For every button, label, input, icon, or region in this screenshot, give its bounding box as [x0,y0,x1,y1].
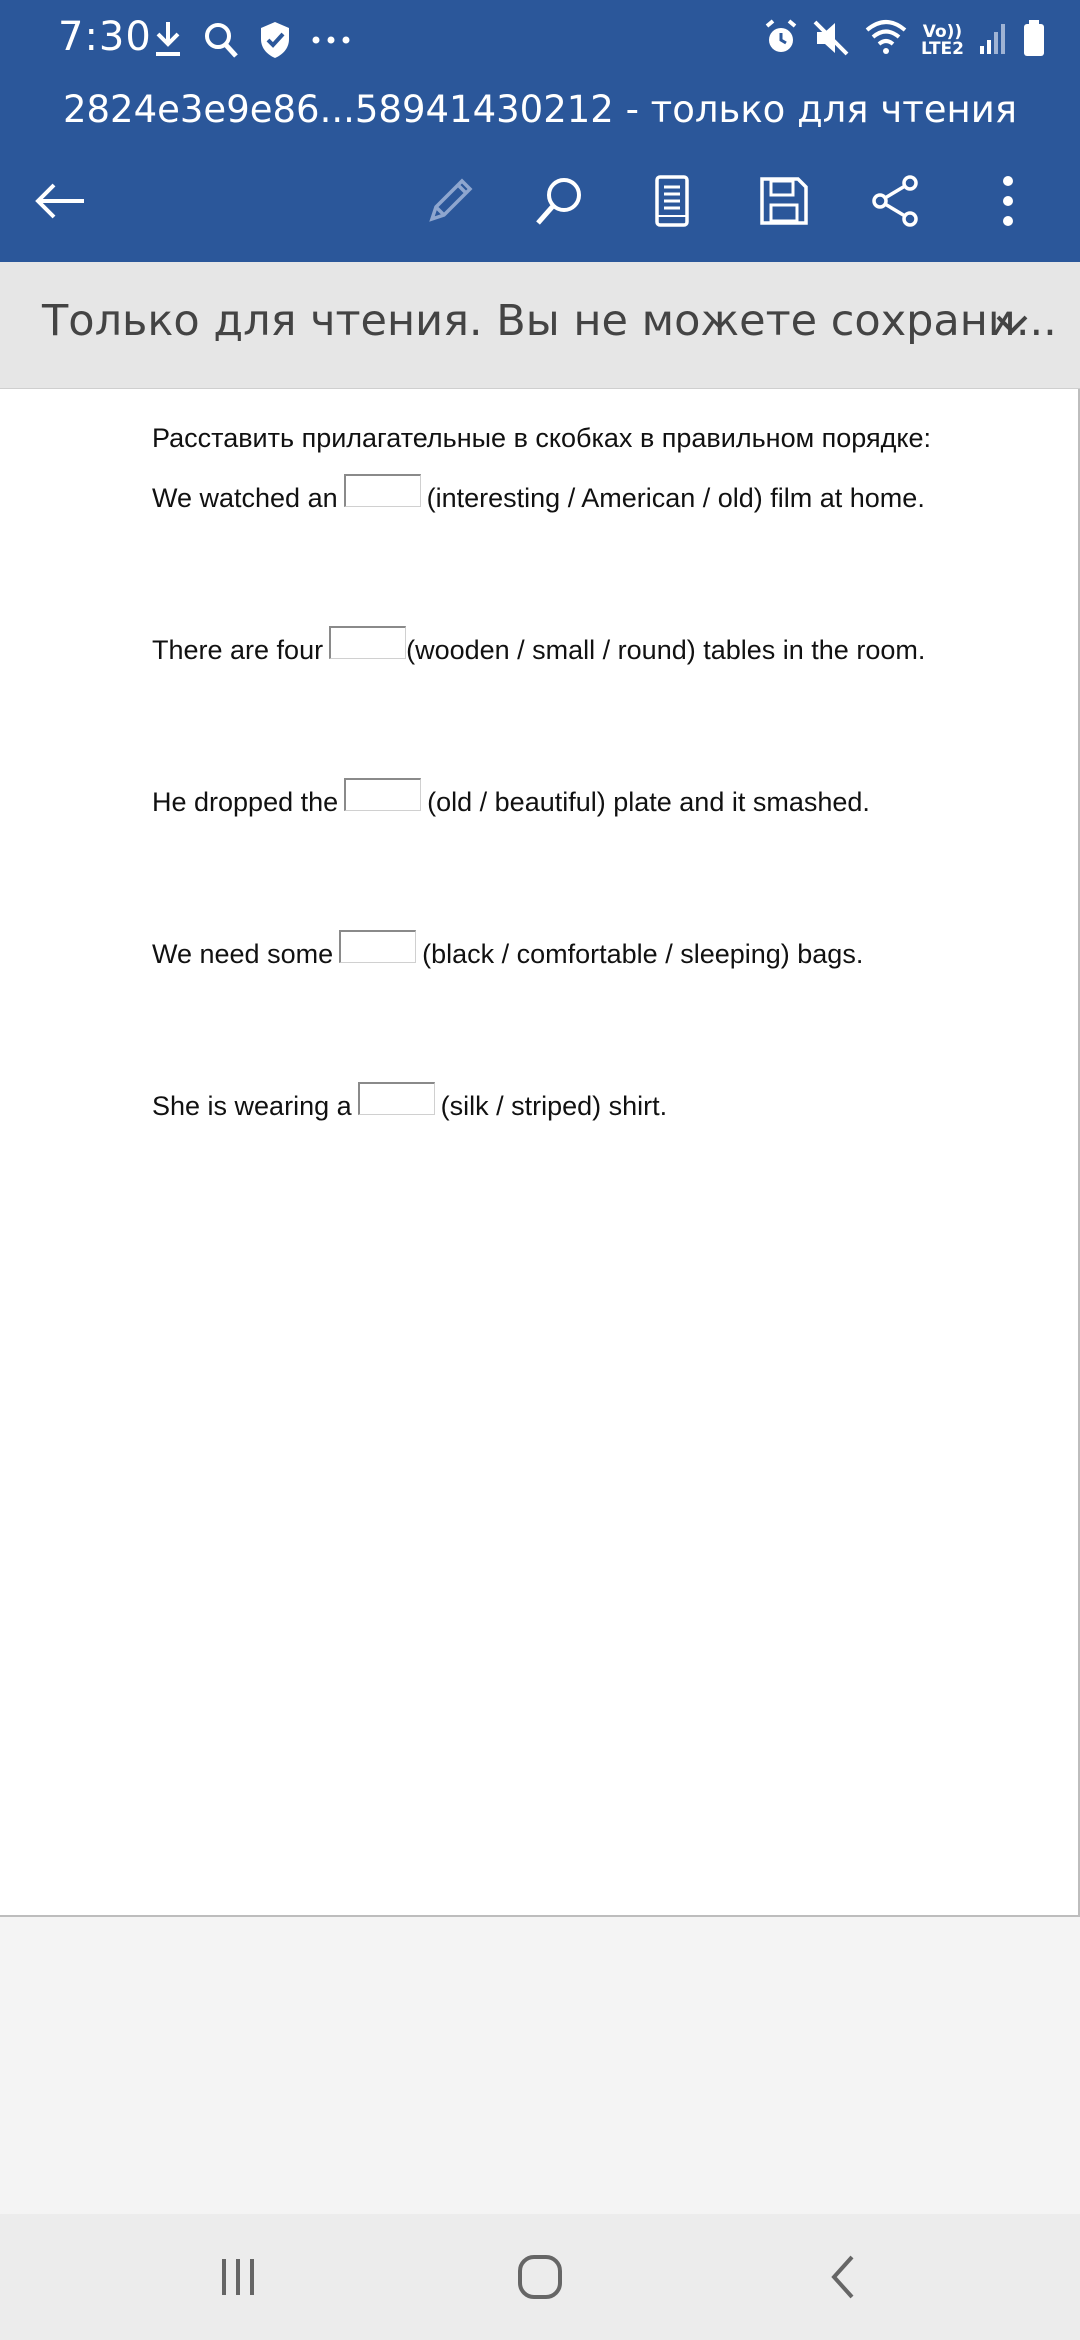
network-type-label [920,21,964,59]
sentence-end: (black / comfortable / sleeping) bags. [422,939,864,969]
shield-icon [258,20,292,65]
readonly-banner-text: Только для чтения. Вы не можете сохрани... [42,296,1057,346]
search-icon [532,173,588,229]
sentence-end: (wooden / small / round) tables in the room. [406,635,926,665]
document-title: 2824e3e9e86...58941430212 - только для чтения [62,88,1018,131]
home-icon [516,2253,564,2301]
app-bar [0,0,1080,262]
system-back-icon [826,2253,858,2301]
sentence-start: She is wearing a [152,1091,352,1121]
network-lte-label: LTE2 [920,38,964,59]
status-left-icons [152,20,352,65]
expand-banner-button[interactable] [982,294,1042,354]
battery-icon [1022,18,1046,63]
sentence-start: We need some [152,939,334,969]
exercise-sentence [152,630,931,670]
more-notifications-icon [310,20,352,65]
recent-apps-button[interactable] [198,2242,278,2312]
pencil-icon [422,173,478,229]
search-status-icon [202,20,240,65]
answer-blank[interactable] [344,778,421,811]
document-page [0,389,1080,1917]
wifi-icon [865,18,907,63]
save-button[interactable] [748,165,820,237]
readonly-banner[interactable] [0,262,1080,390]
more-icon [998,173,1018,229]
edit-button[interactable] [414,165,486,237]
mute-icon [813,18,851,63]
sentence-start: He dropped the [152,787,339,817]
home-button[interactable] [500,2242,580,2312]
back-arrow-icon [32,181,88,221]
answer-blank[interactable] [329,626,406,659]
answer-blank[interactable] [339,930,416,963]
system-nav-bar [0,2214,1080,2340]
answer-blank[interactable] [344,474,421,507]
chevron-down-icon [994,312,1030,336]
answer-blank[interactable] [358,1082,435,1115]
sentence-start: There are four [152,635,324,665]
share-icon [868,173,924,229]
exercise-sentence [152,478,931,518]
status-time: 7:30 [58,14,152,60]
download-icon [152,20,184,65]
exercise-sentence [152,782,931,822]
mobile-view-button[interactable] [636,165,708,237]
find-button[interactable] [524,165,596,237]
network-volte-label: Vo)) [922,21,963,42]
recent-apps-icon [216,2255,260,2299]
document-content [152,423,931,1126]
exercise-sentence [152,934,931,974]
sentence-start: We watched an [152,483,338,513]
sentence-end: (interesting / American / old) film at home. [426,483,925,513]
save-icon [756,173,812,229]
instruction-text: Расставить прилагательные в скобках в правильном порядке: [152,423,932,453]
system-back-button[interactable] [802,2242,882,2312]
status-right-icons [763,18,1046,63]
sentence-end: (silk / striped) shirt. [440,1091,668,1121]
back-button[interactable] [24,165,96,237]
share-button[interactable] [860,165,932,237]
signal-icon [978,18,1008,63]
mobile-view-icon [652,173,692,229]
status-bar [0,0,1080,84]
alarm-icon [763,18,799,63]
sentence-end: (old / beautiful) plate and it smashed. [427,787,870,817]
more-options-button[interactable] [972,165,1044,237]
exercise-sentence [152,1086,931,1126]
